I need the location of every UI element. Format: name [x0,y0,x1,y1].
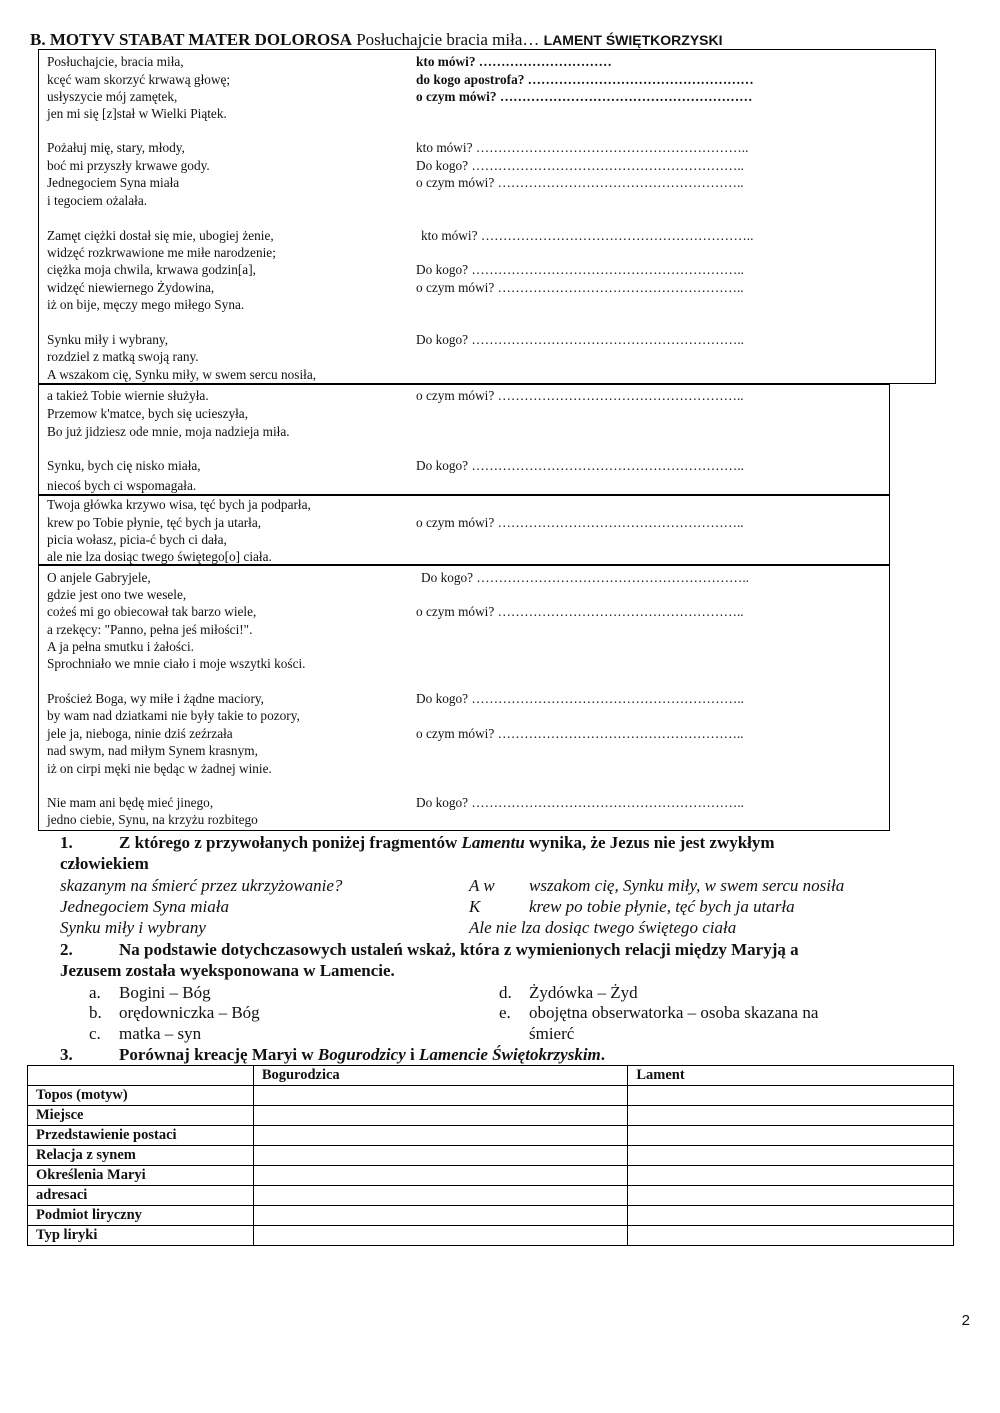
poem-line: O anjele Gabryjele, [47,570,151,585]
header-title-caps: LAMENT ŚWIĘTKORZYSKI [543,32,723,48]
poem-line: krew po Tobie płynie, tęć bych ja utarła, [47,515,262,530]
task1-question [119,832,775,853]
task2-option-letter: b. [89,1003,102,1022]
table-row [28,1106,954,1126]
poem-line: A wszakom cię, Synku miły, w swem sercu nosiła, [47,367,317,382]
task1-text-italic: Lamentu [461,833,525,852]
poem-line: nad swym, nad miłym Synem krasnym, [47,743,258,758]
task2-option-letter: c. [89,1024,101,1043]
question-prompt: Do kogo? …………………………………………………….. [416,795,744,810]
table-header-cell [28,1066,254,1086]
question-prompt: o czym mówi? ……………………………………………….. [416,726,744,741]
row-label: Określenia Maryi [28,1166,254,1186]
table-row [28,1186,954,1206]
task1-question-cont: człowiekiem [60,854,149,873]
task1-text-b: wynika, że Jezus nie jest zwykłym [524,833,775,852]
poem-line: i tegociem ożalała. [47,193,148,208]
task1-option-right: krew po tobie płynie, tęć bych ja utarła [529,897,795,916]
question-prompt: kto mówi? ………………………… [416,54,612,69]
answer-cell[interactable] [253,1206,628,1226]
task2-option: obojętna obserwatorka – osoba skazana na [529,1003,819,1022]
page-number: 2 [961,1312,970,1329]
poem-line: cożeś mi go obiecował tak barzo wiele, [47,604,257,619]
comparison-table [27,1065,954,1246]
task3-text-italic1: Bogurodzicy [317,1045,406,1064]
task3-text-italic2: Lamencie Świętokrzyskim [418,1045,601,1064]
poem-line: Bo już jidziesz ode mnie, moja nadzieja miła. [47,424,290,439]
poem-line: jedno ciebie, Synu, na krzyżu rozbitego [47,812,258,827]
poem-line: Posłuchajcie, bracia miła, [47,54,184,69]
task3-number: 3. [60,1045,73,1064]
page-header [30,30,723,50]
poem-line: Synku, bych cię nisko miała, [47,458,201,473]
poem-line: Nie mam ani będę mieć jinego, [47,795,214,810]
poem-line: kcęć wam skorzyć krwawą głowę; [47,72,231,87]
poem-line: usłyszycie mój zamętek, [47,89,178,104]
poem-line: Zamęt ciężki dostał się mie, ubogiej żenie, [47,228,274,243]
poem-line: Sprochniało we mnie ciało i moje wszytki kości. [47,656,306,671]
answer-cell[interactable] [253,1186,628,1206]
task1-option-letter: K [469,897,481,916]
task2-question: Na podstawie dotychczasowych ustaleń wskaż, która z wymienionych relacji między Maryją a [119,940,799,959]
table-row [28,1086,954,1106]
poem-line: A ja pełna smutku i żałości. [47,639,194,654]
answer-cell[interactable] [253,1086,628,1106]
answer-cell[interactable] [628,1086,954,1106]
poem-line: ciężka moja chwila, krwawa godzin[a], [47,262,256,277]
task2-option-letter: e. [499,1003,511,1022]
table-row [28,1126,954,1146]
task1-option-letter: A w [469,876,495,895]
task3-text-mid: i [405,1045,419,1064]
question-prompt: do kogo apostrofa? …………………………………………… [416,72,754,87]
poem-line: boć mi przyszły krwawe gody. [47,158,210,173]
row-label: Relacja z synem [28,1146,254,1166]
task2-option: Żydówka – Żyd [529,983,638,1002]
question-prompt: Do kogo? …………………………………………………….. [416,458,744,473]
task3-text-a: Porównaj kreację Maryi w [119,1045,318,1064]
question-prompt: o czym mówi? ……………………………………………….. [416,175,744,190]
task1-option-right: Ale nie lza dosiąc twego świętego ciała [469,918,737,937]
question-prompt: Do kogo? …………………………………………………….. [416,262,744,277]
task1-option-left: skazanym na śmierć przez ukrzyżowanie? [60,876,343,895]
header-title-bold: B. MOTYV STABAT MATER DOLOROSA [30,30,352,49]
poem-line: picia wołasz, picia-ć bych ci dała, [47,532,227,547]
poem-line: Synku miły i wybrany, [47,332,169,347]
row-label: Topos (motyw) [28,1086,254,1106]
poem-line: by wam nad dziatkami nie były takie to pozory, [47,708,300,723]
task1-option-left: Synku miły i wybrany [60,918,206,937]
answer-cell[interactable] [628,1206,954,1226]
header-title-normal: Posłuchajcie bracia miła… [351,30,544,49]
task2-option-letter: a. [89,983,101,1002]
task2-option-letter: d. [499,983,512,1002]
task3-text-end: . [600,1045,606,1064]
row-label: Miejsce [28,1106,254,1126]
poem-line: widzęć rozkrwawione me miłe narodzenie; [47,245,276,260]
task1-number: 1. [60,833,73,852]
answer-cell[interactable] [253,1106,628,1126]
table-row [28,1206,954,1226]
table-row [28,1146,954,1166]
answer-cell[interactable] [253,1166,628,1186]
answer-cell[interactable] [628,1166,954,1186]
poem-line: Proścież Boga, wy miłe i żądne maciory, [47,691,264,706]
poem-line: a rzekęcy: "Panno, pełna jeś miłości!". [47,622,253,637]
table-header-row [28,1066,954,1086]
answer-cell[interactable] [628,1106,954,1126]
table-row [28,1166,954,1186]
task1-option-right: wszakom cię, Synku miły, w swem sercu nosiła [529,876,845,895]
answer-cell[interactable] [253,1126,628,1146]
poem-line: Twoja główka krzywo wisa, tęć bych ja podparła, [47,497,311,512]
poem-line: ale nie lza dosiąc twego świętego[o] ciała. [47,549,272,564]
table-header-cell: Lament [628,1066,954,1086]
question-prompt: Do kogo? …………………………………………………….. [421,570,749,585]
poem-line: gdzie jest ono twe wesele, [47,587,187,602]
question-prompt: Do kogo? …………………………………………………….. [416,158,744,173]
answer-cell[interactable] [253,1146,628,1166]
question-prompt: kto mówi? …………………………………………………….. [421,228,754,243]
poem-line: jen mi się [z]stał w Wielki Piątek. [47,106,227,121]
answer-cell[interactable] [628,1226,954,1246]
poem-line: Jednegociem Syna miała [47,175,180,190]
poem-line: iż on bije, męczy mego miłego Syna. [47,297,245,312]
question-prompt: o czym mówi? ……………………………………………….. [416,388,744,403]
poem-line: Przemow k'matce, bych się ucieszyła, [47,406,249,421]
row-label: adresaci [28,1186,254,1206]
question-prompt: o czym mówi? ……………………………………………….. [416,280,744,295]
question-prompt: Do kogo? …………………………………………………….. [416,691,744,706]
question-prompt: o czym mówi? ……………………………………………….. [416,515,744,530]
task2-option: matka – syn [119,1024,202,1043]
answer-cell[interactable] [628,1146,954,1166]
task2-number: 2. [60,940,73,959]
poem-line: a takież Tobie wiernie służyła. [47,388,209,403]
row-label: Podmiot liryczny [28,1206,254,1226]
task3-question [119,1044,605,1065]
row-label: Typ liryki [28,1226,254,1246]
question-prompt: o czym mówi? ……………………………………………….. [416,604,744,619]
task2-option: orędowniczka – Bóg [119,1003,260,1022]
poem-line: widzęć niewiernego Żydowina, [47,280,215,295]
question-prompt: o czym mówi? ………………………………………………… [416,89,753,104]
poem-line: Pożałuj mię, stary, młody, [47,140,185,155]
poem-line: niecoś bych ci wspomagała. [47,478,197,493]
row-label: Przedstawienie postaci [28,1126,254,1146]
task2-option-cont: śmierć [529,1024,575,1043]
task1-text-a: Z którego z przywołanych poniżej fragmentów [119,833,462,852]
task2-question-cont: Jezusem została wyeksponowana w Lamencie. [60,961,395,980]
question-prompt: Do kogo? …………………………………………………….. [416,332,744,347]
poem-line: rozdziel z matką swoją rany. [47,349,199,364]
task1-option-left: Jednegociem Syna miała [60,897,229,916]
answer-cell[interactable] [628,1126,954,1146]
answer-cell[interactable] [253,1226,628,1246]
table-row [28,1226,954,1246]
question-prompt: kto mówi? …………………………………………………….. [416,140,749,155]
poem-line: iż on cirpi męki nie będąc w żadnej winie. [47,761,272,776]
table-header-cell: Bogurodzica [253,1066,628,1086]
answer-cell[interactable] [628,1186,954,1206]
task2-option: Bogini – Bóg [119,983,211,1002]
poem-line: jele ja, nieboga, ninie dziś zeźrzała [47,726,233,741]
